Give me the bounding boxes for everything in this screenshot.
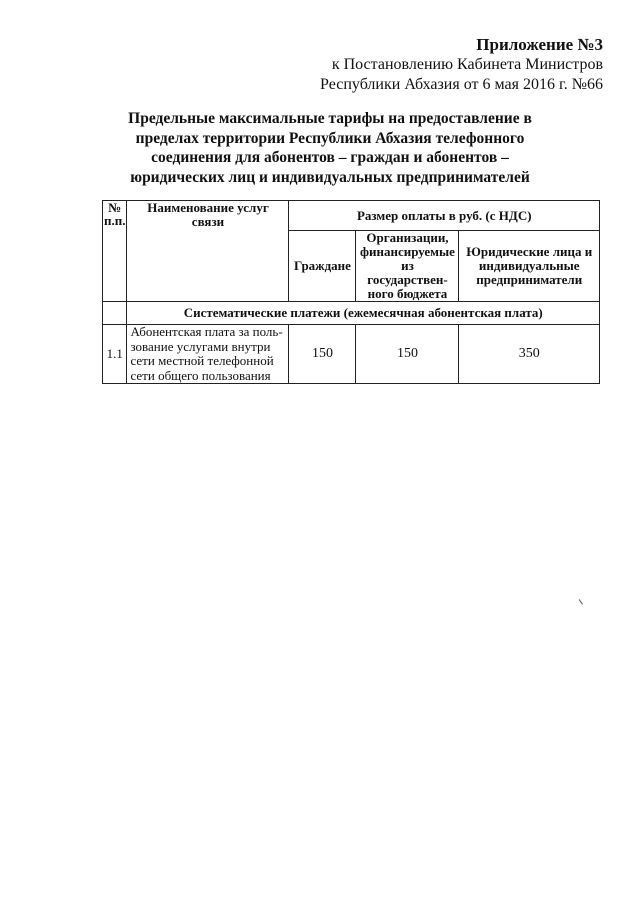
header-number-sign: № [108, 200, 122, 215]
row-service: Абонентская плата за поль-зование услугами внутри сети местной телефонной сети общего пользования [127, 325, 289, 384]
appendix-reference-line2: Республики Абхазия от 6 мая 2016 г. №66 [320, 76, 603, 93]
document-title: Предельные максимальные тарифы на предоставление в пределах территории Республики Абхазия телефонного соединения для абонентов – граждан и абонентов – юридических лиц и индивидуальных предпринимателей [128, 110, 532, 186]
appendix-header [320, 34, 603, 95]
header-citizens: Граждане [289, 231, 356, 302]
row-organizations-value: 150 [356, 325, 459, 384]
header-legal-entities: Юридические лица и индивидуальные предприниматели [459, 231, 600, 302]
table-section-row [103, 302, 600, 325]
row-legal-entities-value: 350 [459, 325, 600, 384]
header-payment: Размер оплаты в руб. (с НДС) [289, 201, 600, 231]
header-service-name: Наименование услуг связи [127, 201, 289, 302]
section-title: Систематические платежи (ежемесячная абонентская плата) [127, 302, 600, 325]
scan-mark [579, 597, 586, 604]
header-organizations: Организации, финансируемые из государствен-ного бюджета [356, 231, 459, 302]
row-citizens-value: 150 [289, 325, 356, 384]
appendix-title: Приложение №3 [476, 35, 603, 54]
table-header-row [103, 201, 600, 231]
section-empty-cell [103, 302, 127, 325]
table-row [103, 325, 600, 384]
header-number [103, 201, 127, 302]
appendix-reference-line1: к Постановлению Кабинета Министров [331, 56, 603, 73]
header-number-abbr: п.п. [104, 213, 126, 228]
tariff-table [102, 200, 600, 384]
row-number: 1.1 [103, 325, 127, 384]
